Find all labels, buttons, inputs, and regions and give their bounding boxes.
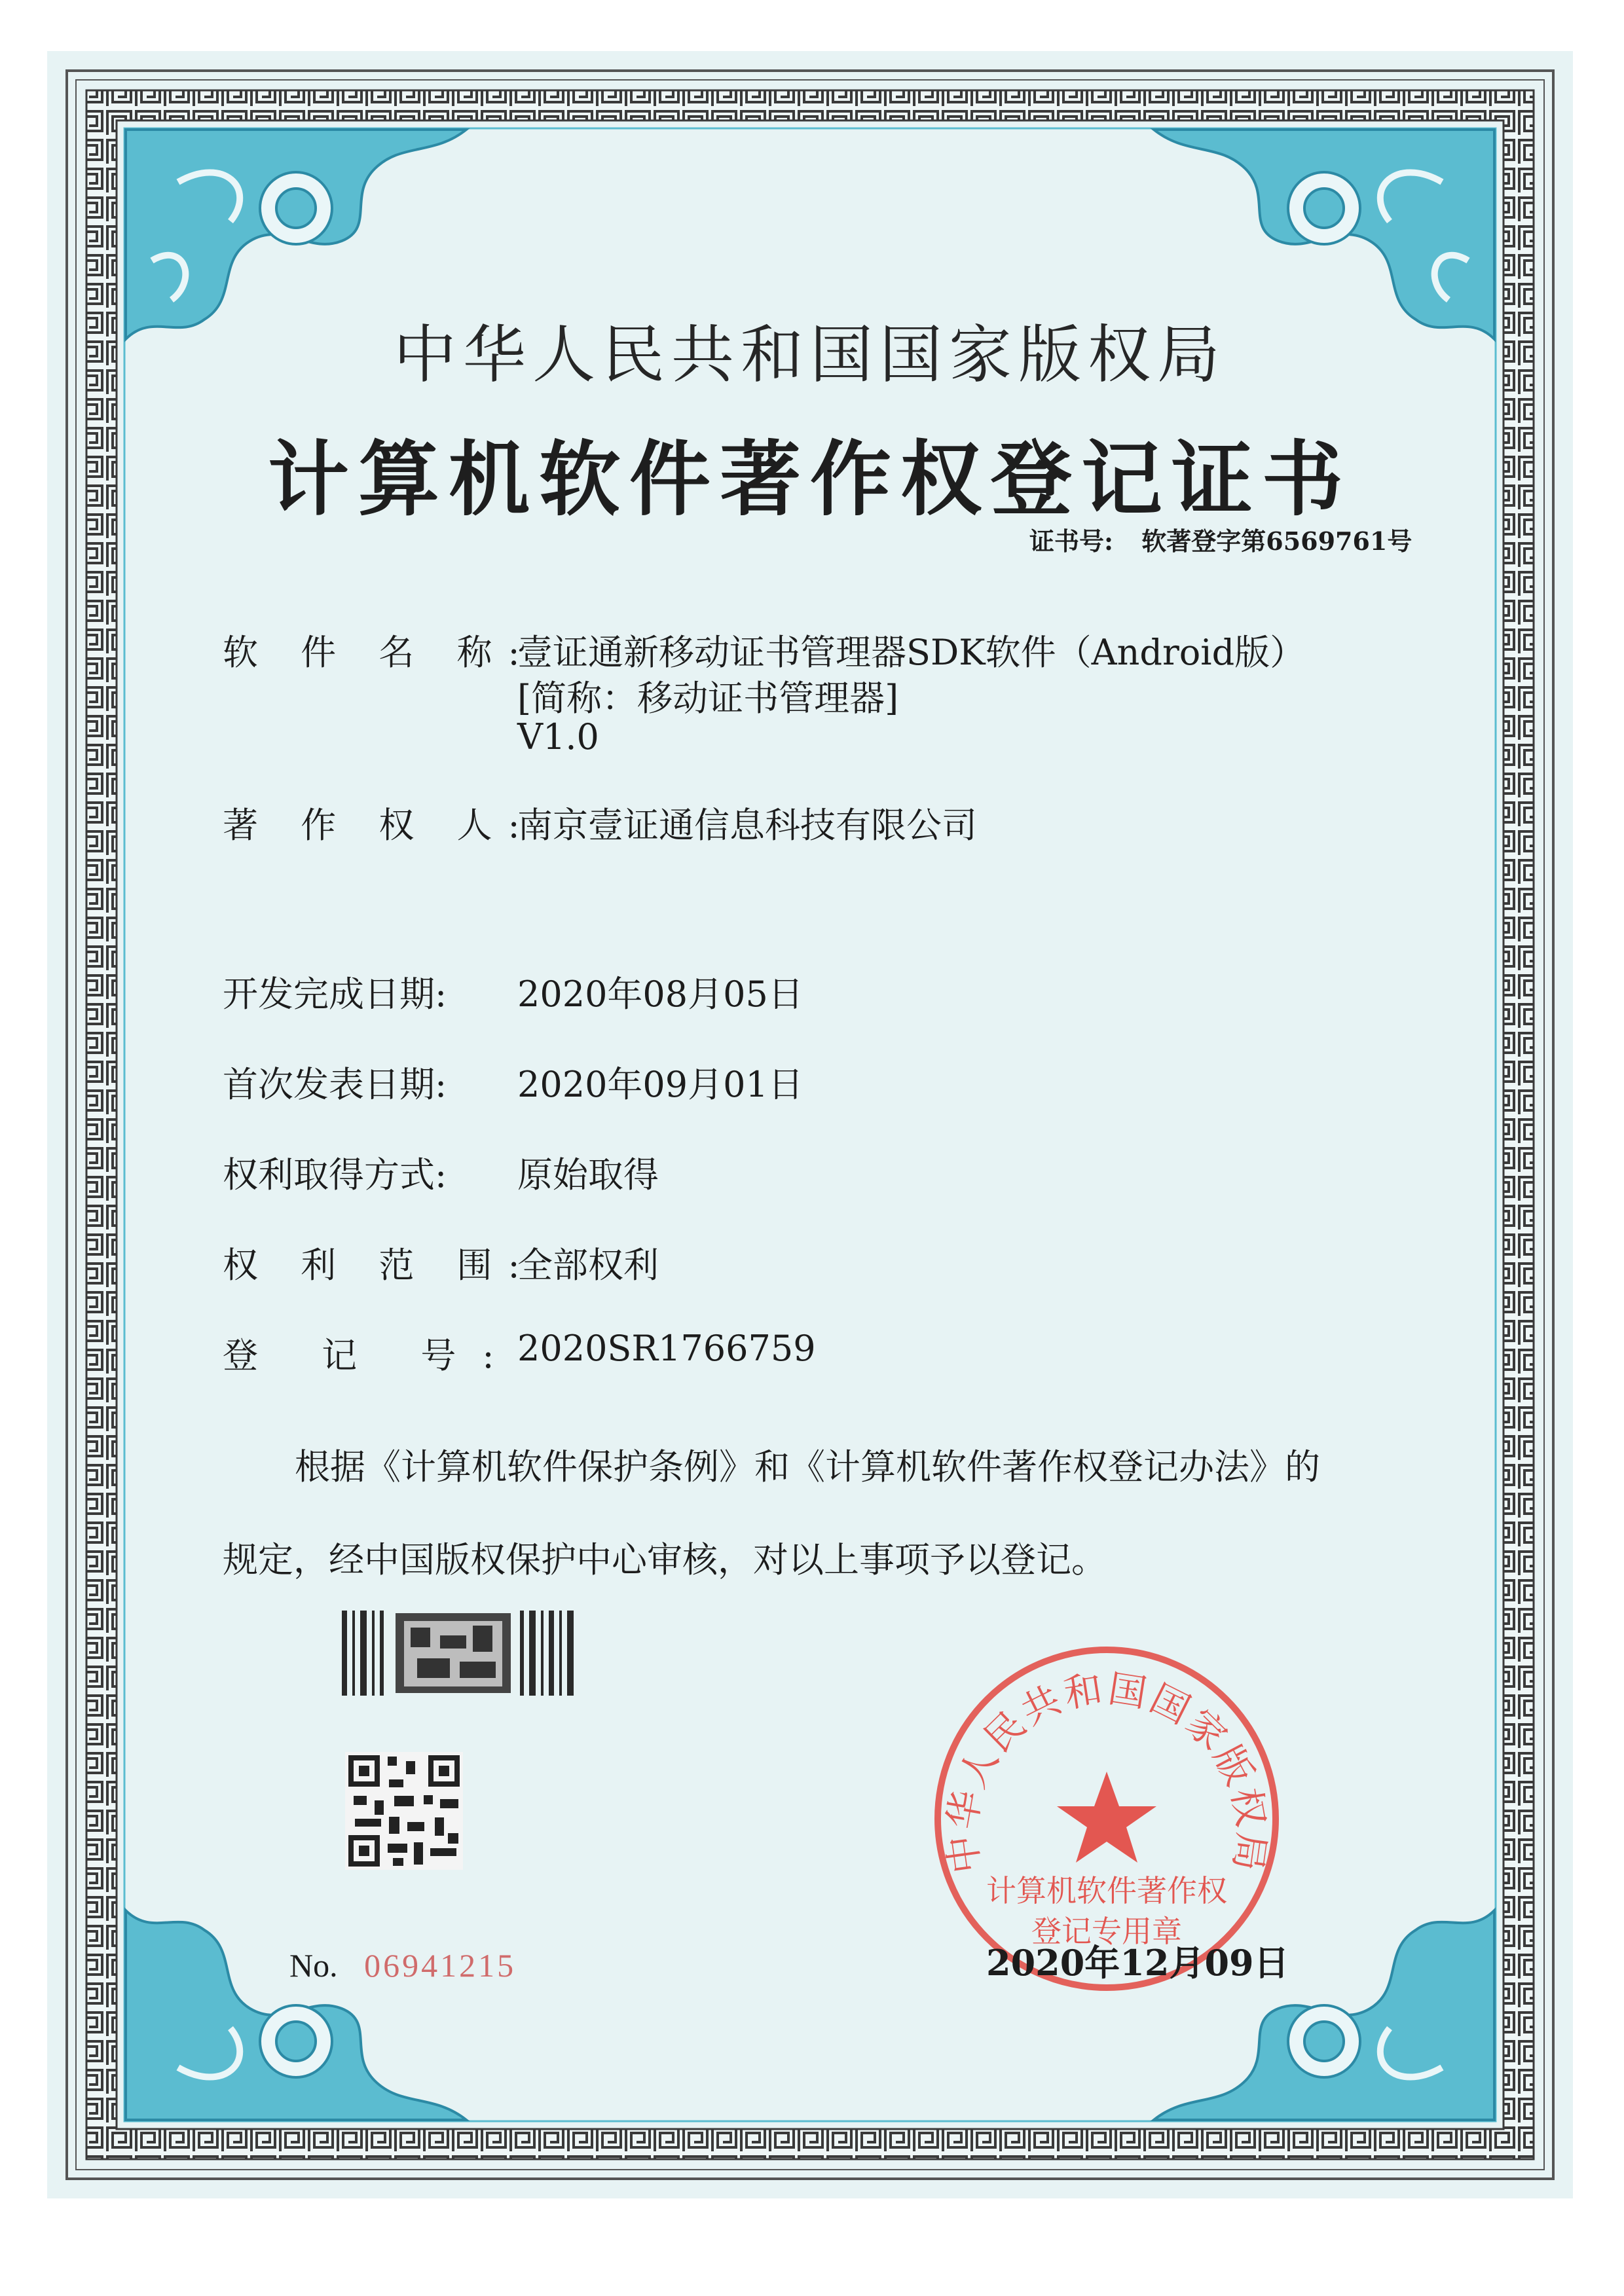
copyright-owner-value: 南京壹证通信息科技有限公司 xyxy=(517,805,977,846)
first-publish-date-label: 首次发表日期: xyxy=(223,1064,447,1105)
software-name-line-2: [简称：移动证书管理器] xyxy=(517,678,899,719)
registration-number-value: 2020SR1766759 xyxy=(517,1328,816,1369)
certificate-title: 计算机软件著作权登记证书 xyxy=(267,432,1352,527)
registration-number-label: 登 记 号: xyxy=(223,1335,521,1376)
software-name-label: 软 件 名 称: xyxy=(223,632,536,673)
issuing-authority: 中华人民共和国国家版权局 xyxy=(394,318,1227,392)
statement-line-2: 规定，经中国版权保护中心审核，对以上事项予以登记。 xyxy=(223,1539,1107,1580)
certificate-number-label: 证书号: xyxy=(1029,526,1114,556)
software-name-line-1: 壹证通新移动证书管理器SDK软件（Android版） xyxy=(517,632,1306,673)
statement-line-1: 根据《计算机软件保护条例》和《计算机软件著作权登记办法》的 xyxy=(295,1446,1320,1487)
first-publish-date-value: 2020年09月01日 xyxy=(517,1064,803,1105)
serial-number-value: 06941215 xyxy=(364,1947,517,1984)
seal-line-1: 计算机软件著作权 xyxy=(986,1873,1227,1908)
serial-number-label: No. xyxy=(289,1947,338,1984)
issue-date: 2020年12月09日 xyxy=(986,1942,1289,1984)
copyright-owner-label: 著 作 权 人: xyxy=(223,805,536,846)
certificate-number-value: 软著登字第6569761号 xyxy=(1141,526,1412,556)
seal-ring-text: 中华人民共和国国家版权局 xyxy=(939,1666,1274,1876)
rights-scope-value: 全部权利 xyxy=(517,1245,659,1286)
acquisition-method-label: 权利取得方式: xyxy=(223,1154,447,1195)
acquisition-method-value: 原始取得 xyxy=(517,1154,659,1195)
dev-complete-date-value: 2020年08月05日 xyxy=(517,974,803,1015)
certificate-sheet xyxy=(47,51,1573,2198)
rights-scope-label: 权 利 范 围: xyxy=(223,1245,536,1286)
dev-complete-date-label: 开发完成日期: xyxy=(223,974,447,1015)
software-version: V1.0 xyxy=(517,716,599,757)
serial-number xyxy=(289,1946,516,1984)
certificate-number xyxy=(1029,521,1412,557)
seal-line-2: 登记专用章 xyxy=(1031,1914,1182,1949)
